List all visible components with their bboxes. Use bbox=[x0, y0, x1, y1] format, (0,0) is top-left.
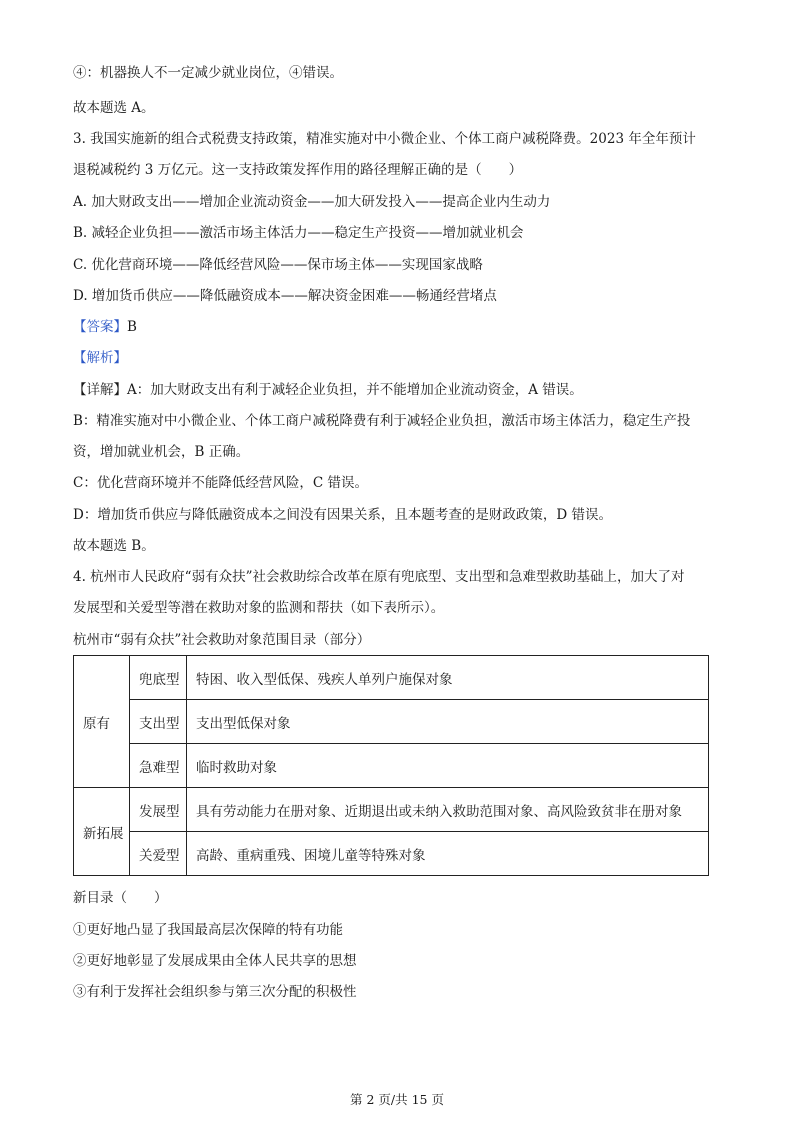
question-4-stem-cont: 发展型和关爱型等潜在救助对象的监测和帮扶（如下表所示）。 bbox=[73, 600, 445, 616]
analysis-tag: 【解析】 bbox=[73, 350, 127, 366]
question-4-option-3: ③有利于发挥社会组织参与第三次分配的积极性 bbox=[73, 984, 357, 1000]
question-3-option-d: D. 增加货币供应——降低融资成本——解决资金困难——畅通经营堵点 bbox=[73, 288, 497, 304]
type-cell: 发展型 bbox=[130, 788, 187, 832]
answer-tag: 【答案】 bbox=[73, 319, 127, 335]
text-line: 故本题选 B。 bbox=[73, 538, 155, 554]
detail-line-d: D：增加货币供应与降低融资成本之间没有因果关系，且本题考查的是财政政策，D 错误。 bbox=[73, 507, 612, 523]
table-row bbox=[74, 788, 709, 832]
text-line: 故本题选 A。 bbox=[73, 100, 155, 116]
type-cell: 支出型 bbox=[130, 700, 187, 744]
answer-value: B bbox=[127, 319, 137, 335]
question-4-option-2: ②更好地彰显了发展成果由全体人民共享的思想 bbox=[73, 953, 357, 969]
question-4-stem: 4. 杭州市人民政府“弱有众扶”社会救助综合改革在原有兜底型、支出型和急难型救助基础上，加大了对 bbox=[73, 569, 685, 585]
desc-cell: 临时救助对象 bbox=[187, 744, 709, 788]
text-line: ④：机器换人不一定减少就业岗位，④错误。 bbox=[73, 65, 343, 81]
page-number: 第 2 页/共 15 页 bbox=[350, 1092, 444, 1107]
type-cell: 兜底型 bbox=[130, 656, 187, 700]
group-new: 新拓展 bbox=[74, 788, 130, 876]
table-row bbox=[74, 744, 709, 788]
detail-line-c: C：优化营商环境并不能降低经营风险，C 错误。 bbox=[73, 475, 368, 491]
relief-scope-table bbox=[73, 655, 709, 876]
desc-cell: 支出型低保对象 bbox=[187, 700, 709, 744]
detail-a-text: A：加大财政支出有利于减轻企业负担，并不能增加企业流动资金，A 错误。 bbox=[127, 382, 583, 398]
question-3-option-c: C. 优化营商环境——降低经营风险——保市场主体——实现国家战略 bbox=[73, 257, 483, 273]
question-4-prompt: 新目录（ ） bbox=[73, 890, 168, 906]
detail-line-b: B：精准实施对中小微企业、个体工商户减税降费有利于减轻企业负担，激活市场主体活力，稳定生产投 bbox=[73, 413, 691, 429]
type-cell: 关爱型 bbox=[130, 832, 187, 876]
detail-line-b-cont: 资，增加就业机会，B 正确。 bbox=[73, 444, 250, 460]
table-row bbox=[74, 832, 709, 876]
table-row bbox=[74, 700, 709, 744]
desc-cell: 具有劳动能力在册对象、近期退出或未纳入救助范围对象、高风险致贫非在册对象 bbox=[187, 788, 709, 832]
detail-line-a bbox=[73, 381, 583, 399]
desc-cell: 特困、收入型低保、残疾人单列户施保对象 bbox=[187, 656, 709, 700]
table-row bbox=[74, 656, 709, 700]
table-caption: 杭州市“弱有众扶”社会救助对象范围目录（部分） bbox=[73, 632, 371, 648]
answer-line bbox=[73, 318, 137, 336]
question-3-stem-cont: 退税减税约 3 万亿元。这一支持政策发挥作用的路径理解正确的是（ ） bbox=[73, 162, 523, 178]
question-3-option-a: A. 加大财政支出——增加企业流动资金——加大研发投入——提高企业内生动力 bbox=[73, 194, 551, 210]
group-original: 原有 bbox=[74, 656, 130, 788]
question-4-option-1: ①更好地凸显了我国最高层次保障的特有功能 bbox=[73, 922, 343, 938]
detail-tag: 【详解】 bbox=[73, 382, 127, 398]
question-3-option-b: B. 减轻企业负担——激活市场主体活力——稳定生产投资——增加就业机会 bbox=[73, 225, 524, 241]
type-cell: 急难型 bbox=[130, 744, 187, 788]
question-3-stem: 3. 我国实施新的组合式税费支持政策，精准实施对中小微企业、个体工商户减税降费。2023 年全年预计 bbox=[73, 131, 696, 147]
desc-cell: 高龄、重病重残、困境儿童等特殊对象 bbox=[187, 832, 709, 876]
